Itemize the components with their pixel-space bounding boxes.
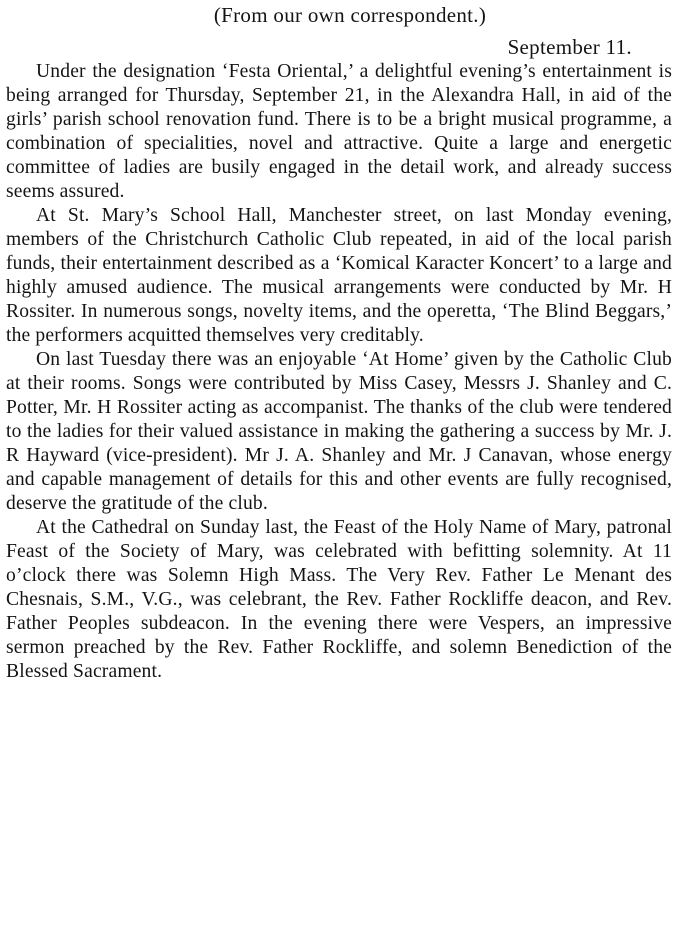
paragraph-school-hall-concert: At St. Mary’s School Hall, Manchester street, on last Monday evening, members of the Christchurch Catholic Club repeated, in aid of the local parish funds, their entertainment described as a ‘Komical Karacter Koncert’ to a large and highly amused audience. The musical arrangements were conducted by Mr. H Rossiter. In numerous songs, novelty items, and the operetta, ‘The Blind Beggars,’ the performers acquitted themselves very creditably.	[6, 205, 672, 346]
correspondent-header: (From our own correspondent.)	[213, 3, 487, 27]
paragraph-cathedral-feast: At the Cathedral on Sunday last, the Feast of the Holy Name of Mary, patronal Feast of the Society of Mary, was celebrated with befitting solemnity. At 11 o’clock there was Solemn High Mass. The Very Rev. Father Le Menant des Chesnais, S.M., V.G., was celebrant, the Rev. Father Rockliffe deacon, and Rev. Father Peoples subdeacon. In the evening there were Vespers, an impressive sermon preached by the Rev. Father Rockliffe, and solemn Benediction of the Blessed Sacrament.	[6, 517, 672, 682]
paragraph-festa-oriental: Under the designation ‘Festa Oriental,’ a delightful evening’s entertainment is being arranged for Thursday, September 21, in the Alexandra Hall, in aid of the girls’ parish school renovation fund. There is to be a bright musical programme, a combination of specialities, novel and attractive. Quite a large and energetic committee of ladies are busily engaged in the detail work, and already success seems assured.	[6, 61, 672, 202]
dateline: September 11.	[507, 35, 632, 59]
paragraph-at-home: On last Tuesday there was an enjoyable ‘At Home’ given by the Catholic Club at their rooms. Songs were contributed by Miss Casey, Messrs J. Shanley and C. Potter, Mr. H Rossiter acting as accompanist. The thanks of the club were tendered to the ladies for their valued assistance in making the gathering a success by Mr. J. R Hayward (vice-president). Mr J. A. Shanley and Mr. J Canavan, whose energy and capable management of details for this and other events are fully recognised, deserve the gratitude of the club.	[6, 349, 672, 514]
